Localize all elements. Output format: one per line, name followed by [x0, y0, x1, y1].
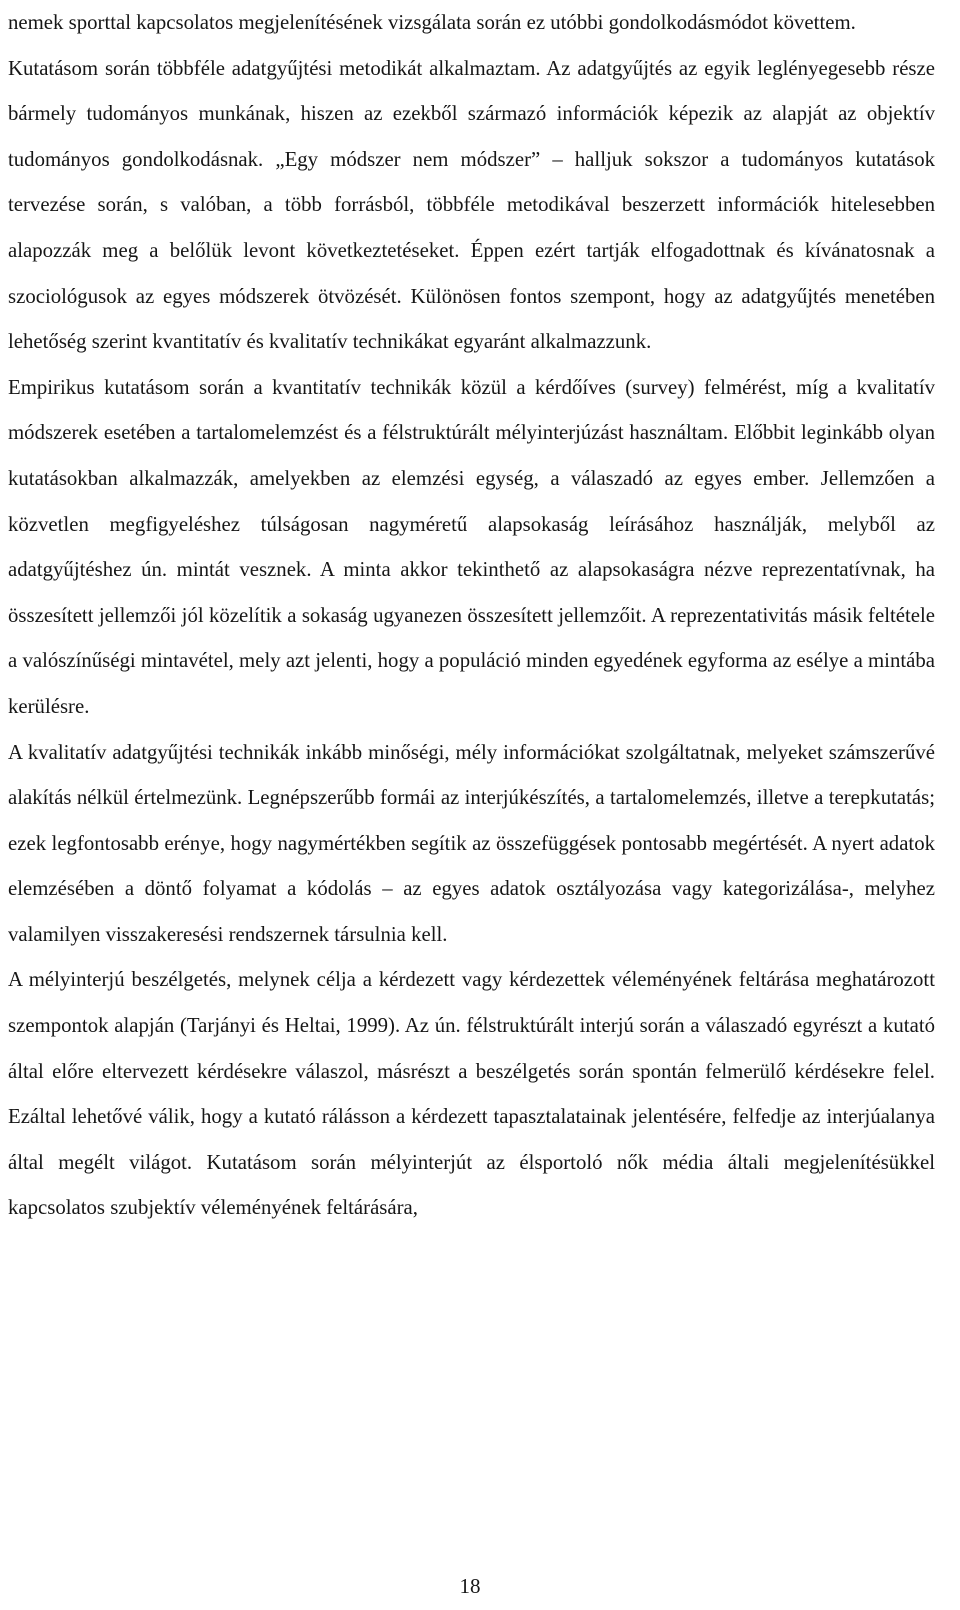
- paragraph-in-depth-interview: A mélyinterjú beszélgetés, melynek célja a kérdezett vagy kérdezettek véleményének feltárása meghatározott szempontok alapján (Tarjányi és Heltai, 1999). Az ún. félstruktúrált interjú során a válaszadó egyrészt a kutató által előre eltervezett kérdésekre válaszol, másrészt a beszélgetés során spontán felmerülő kérdésekre felel. Ezáltal lehetővé válik, hogy a kutató rálásson a kérdezett tapasztalatainak jelentésére, felfedje az interjúalanya által megélt világot. Kutatásom során mélyinterjút az élsportoló nők média általi megjelenítésükkel kapcsolatos szubjektív véleményének feltárására,: [8, 968, 935, 1220]
- page-number: 18: [459, 1574, 481, 1598]
- paragraph-data-collection: Kutatásom során többféle adatgyűjtési metodikát alkalmaztam. Az adatgyűjtés az egyik leglényegesebb része bármely tudományos munkának, hiszen az ezekből származó információk képezik az alapját az objektív tudományos gondolkodásnak. „Egy módszer nem módszer” – halljuk sokszor a tudományos kutatások tervezése során, s valóban, a több forrásból, többféle metodikával beszerzett információk hitelesebben alapozzák meg a belőlük levont következtetéseket. Éppen ezért tartják elfogadottnak és kívánatosnak a szociológusok az egyes módszerek ötvözését. Különösen fontos szempont, hogy az adatgyűjtés menetében lehetőség szerint kvantitatív és kvalitatív technikákat egyaránt alkalmazzunk.: [8, 56, 935, 354]
- body-text: [8, 0, 935, 1231]
- paragraph-continuation: nemek sporttal kapcsolatos megjelenítésének vizsgálata során ez utóbbi gondolkodásmódot követtem.: [8, 11, 856, 34]
- paragraph-qualitative-techniques: A kvalitatív adatgyűjtési technikák inkább minőségi, mély információkat szolgáltatnak, melyeket számszerűvé alakítás nélkül értelmezünk. Legnépszerűbb formái az interjúkészítés, a tartalomelemzés, illetve a terepkutatás; ezek legfontosabb erénye, hogy nagymértékben segítik az összefüggések pontosabb megértését. A nyert adatok elemzésében a döntő folyamat a kódolás – az egyes adatok osztályozása vagy kategorizálása-, melyhez valamilyen visszakeresési rendszernek társulnia kell.: [8, 740, 935, 946]
- paragraph-empirical-research: Empirikus kutatásom során a kvantitatív technikák közül a kérdőíves (survey) felmérést, míg a kvalitatív módszerek esetében a tartalomelemzést és a félstruktúrált mélyinterjúzást használtam. Előbbit leginkább olyan kutatásokban alkalmazzák, amelyekben az elemzési egység, a válaszadó az egyes ember. Jellemzően a közvetlen megfigyeléshez túlságosan nagyméretű alapsokaság leírásához használják, melyből az adatgyűjtéshez ún. mintát vesznek. A minta akkor tekinthető az alapsokaságra nézve reprezentatívnak, ha összesített jellemzői jól közelítik a sokaság ugyanezen összesített jellemzőit. A reprezentativitás másik feltétele a valószínűségi mintavétel, mely azt jelenti, hogy a populáció minden egyedének egyforma az esélye a mintába kerülésre.: [8, 375, 935, 718]
